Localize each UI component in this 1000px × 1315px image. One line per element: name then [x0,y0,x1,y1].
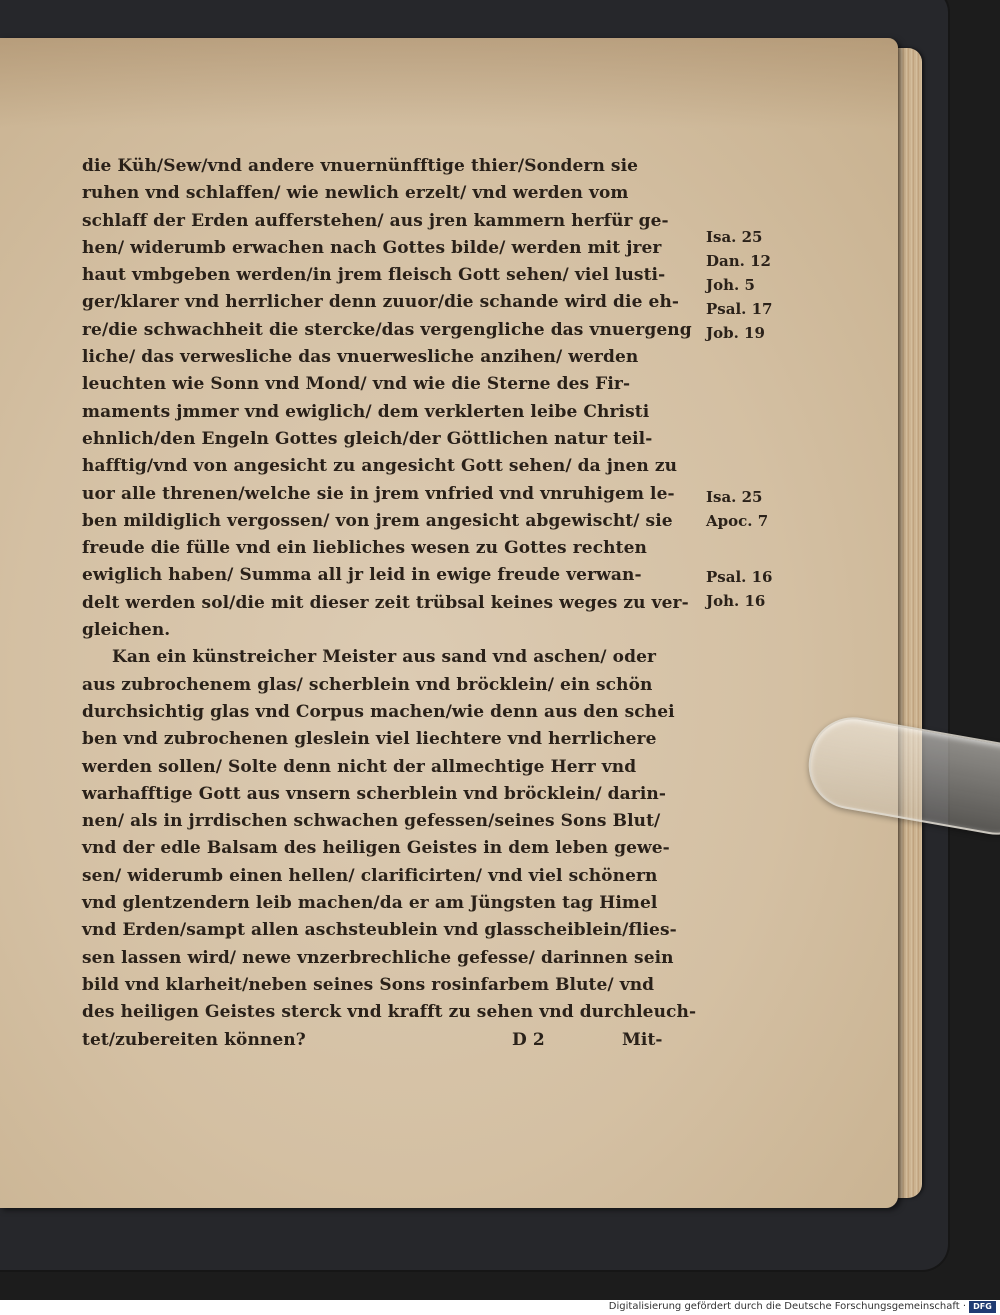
text-line: des heiligen Geistes sterck vnd krafft zu sehen vnd durchleuch- [82,1002,697,1023]
text-line: warhafftige Gott aus vnsern scherblein vnd bröcklein/ darin- [82,783,666,804]
text-line: hafftig/vnd von angesicht zu angesicht Gott sehen/ da jnen zu [82,456,678,477]
text-line: die Küh/Sew/vnd andere vnuernünfftige thier/Sondern sie [82,156,639,176]
text-line: vnd glentzendern leib machen/da er am Jüngsten tag Himel [82,893,658,914]
text-line: tet/zubereiten können? [82,1029,306,1050]
text-line: Kan ein künstreicher Meister aus sand vnd aschen/ oder [112,647,657,668]
catchword: Mit- [622,1029,663,1050]
text-line: nen/ als in jrrdischen schwachen gefessen/seines Sons Blut/ [82,811,661,832]
text-line: ruhen vnd schlaffen/ wie newlich erzelt/ vnd werden vom [82,183,629,204]
text-line: haut vmbgeben werden/in jrem fleisch Gott sehen/ viel lusti- [82,265,666,286]
text-line: bild vnd klarheit/neben seines Sons rosinfarbem Blute/ vnd [82,974,655,995]
text-line: ger/klarer vnd herrlicher denn zuuor/die schande wird die eh- [82,292,680,313]
text-line: vnd der edle Balsam des heiligen Geistes in dem leben gewe- [82,838,670,859]
text-line: vnd Erden/sampt allen aschsteublein vnd glasscheiblein/flies- [82,920,677,941]
margin-note: Dan. 12 [706,252,771,270]
margin-note: Joh. 16 [706,592,766,610]
text-line: aus zubrochenem glas/ scherblein vnd bröcklein/ ein schön [82,674,653,695]
text-line: ben vnd zubrochenen gleslein viel liechtere vnd herrlichere [82,729,657,750]
footer-bar [0,1300,1000,1315]
text-line: uor alle threnen/welche sie in jrem vnfried vnd vnruhigem le- [82,483,675,504]
text-line: leuchten wie Sonn vnd Mond/ vnd wie die Sterne des Fir- [82,374,631,395]
text-line: gleichen. [82,620,171,641]
body-text [82,153,697,1054]
margin-note: Job. 19 [706,324,765,342]
margin-note: Apoc. 7 [706,512,769,530]
text-line: sen lassen wird/ newe vnzerbrechliche gefesse/ darinnen sein [82,947,674,968]
funding-credit: Digitalisierung gefördert durch die Deutsche Forschungsgemeinschaft · [608,1301,966,1312]
text-line: schlaff der Erden aufferstehen/ aus jren kammern herfür ge- [82,210,669,231]
text-line: maments jmmer vnd ewiglich/ dem verklerten leibe Christi [82,401,650,422]
text-line: sen/ widerumb einen hellen/ clarificirten/ vnd viel schönern [82,865,658,886]
dfg-logo: DFG [969,1301,996,1313]
last-line [82,1027,694,1054]
text-line: ehnlich/den Engeln Gottes gleich/der Göttlichen natur teil- [82,428,653,449]
text-line: ben mildiglich vergossen/ von jrem angesicht abgewischt/ sie [82,510,673,531]
text-line: delt werden sol/die mit dieser zeit trübsal keines weges zu ver- [82,592,689,613]
text-line: durchsichtig glas vnd Corpus machen/wie denn aus den schei [82,701,675,722]
text-line: werden sollen/ Solte denn nicht der allmechtige Herr vnd [82,756,637,777]
text-line: hen/ widerumb erwachen nach Gottes bilde/ werden mit jrer [82,237,662,258]
margin-note: Isa. 25 [706,228,763,246]
margin-note: Joh. 5 [706,276,755,294]
text-line: re/die schwachheit die stercke/das vergengliche das vnuergeng [82,319,692,340]
margin-note: Psal. 17 [706,300,773,318]
text-line: liche/ das verwesliche das vnuerwesliche anzihen/ werden [82,347,639,368]
signature-mark: D 2 [512,1029,545,1050]
text-line: freude die fülle vnd ein liebliches wesen zu Gottes rechten [82,538,647,559]
margin-note: Psal. 16 [706,568,773,586]
margin-note: Isa. 25 [706,488,763,506]
text-line: ewiglich haben/ Summa all jr leid in ewige freude verwan- [82,565,642,586]
